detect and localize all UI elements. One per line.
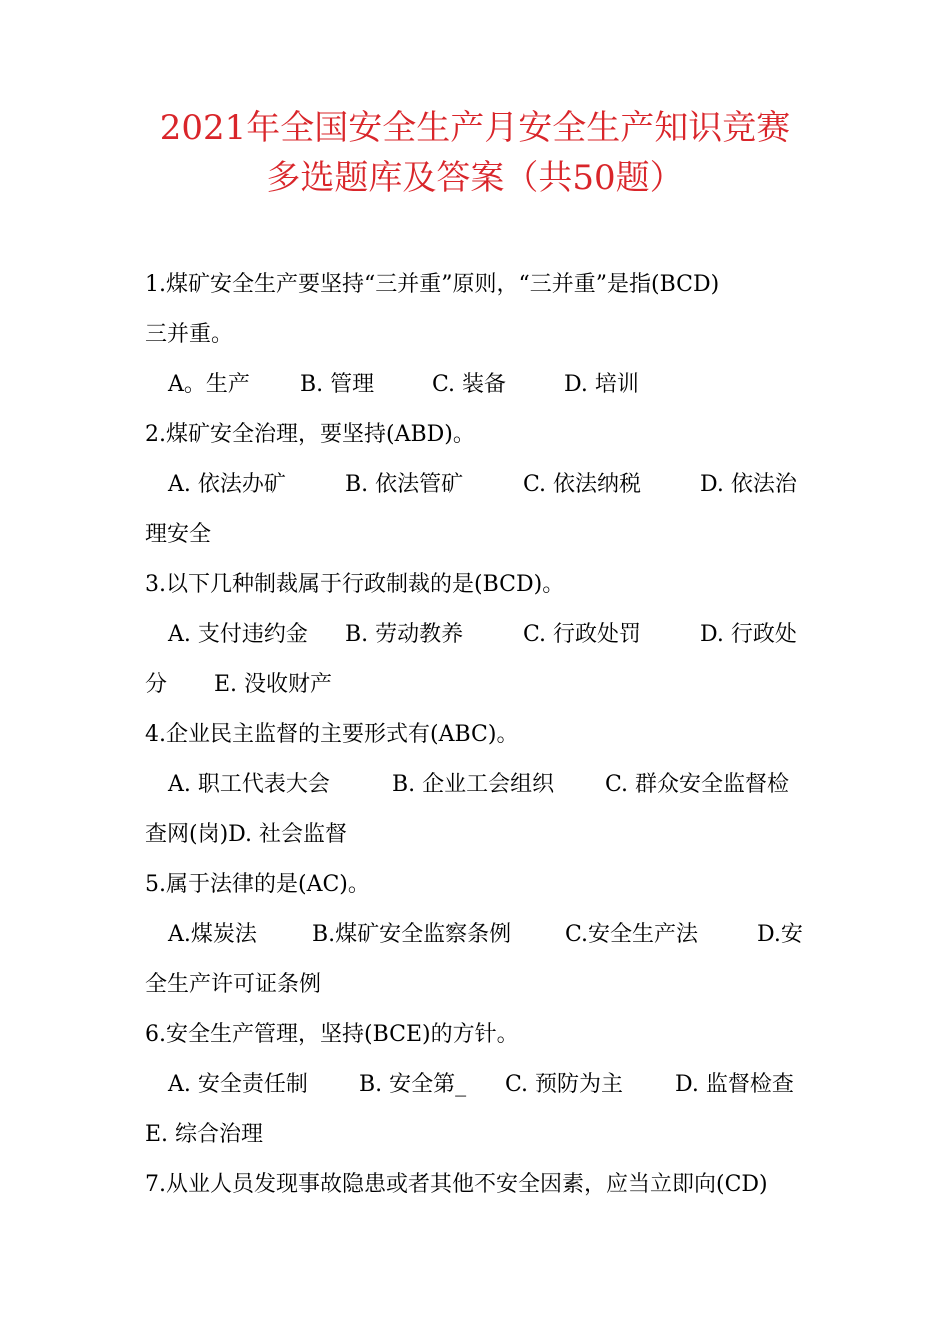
q5-option-d: D.安 <box>757 922 803 947</box>
q5-option-c: C.安全生产法 <box>565 922 699 947</box>
q2-option-d: D. 依法治 <box>700 472 797 497</box>
q2-option-b: B. 依法管矿 <box>345 472 464 497</box>
q6-option-b: B. 安全第_ <box>359 1072 467 1097</box>
q1-option-c: C. 装备 <box>432 372 507 397</box>
question-1-stem-cont: 三并重。 <box>145 322 234 347</box>
question-3-stem: 3.以下几种制裁属于行政制裁的是(BCD)。 <box>145 572 565 597</box>
q3-option-e: E. 没收财产 <box>214 672 333 697</box>
question-5-stem: 5.属于法律的是(AC)。 <box>145 872 370 897</box>
q5-option-b: B.煤矿安全监察条例 <box>312 922 512 947</box>
question-6-options <box>0 1070 950 1100</box>
question-5-options-wrap: 全生产许可证条例 <box>145 972 322 997</box>
q3-option-c: C. 行政处罚 <box>523 622 642 647</box>
q3-option-d: D. 行政处 <box>700 622 797 647</box>
question-6-option-e: E. 综合治理 <box>145 1122 264 1147</box>
question-4-options <box>0 770 950 800</box>
question-1-options <box>0 370 950 400</box>
q4-option-b: B. 企业工会组织 <box>392 772 555 797</box>
q5-option-a: A.煤炭法 <box>168 922 257 947</box>
q2-option-c: C. 依法纳税 <box>523 472 642 497</box>
q6-option-c: C. 预防为主 <box>505 1072 624 1097</box>
q1-option-b: B. 管理 <box>300 372 375 397</box>
question-6-stem: 6.安全生产管理，坚持(BCE)的方针。 <box>145 1022 519 1047</box>
q2-option-a: A. 依法办矿 <box>168 472 286 497</box>
question-2-options-wrap: 理安全 <box>145 522 212 547</box>
question-4-options-wrap: 查网(岗)D. 社会监督 <box>145 822 348 847</box>
document-title-line1: 2021年全国安全生产月安全生产知识竞赛 <box>159 108 791 148</box>
q4-option-c: C. 群众安全监督检 <box>605 772 790 797</box>
question-4-stem: 4.企业民主监督的主要形式有(ABC)。 <box>145 722 519 747</box>
q6-option-a: A. 安全责任制 <box>168 1072 308 1097</box>
question-7-stem: 7.从业人员发现事故隐患或者其他不安全因素，应当立即向(CD) <box>145 1172 768 1197</box>
q1-option-a: A。生产 <box>168 372 250 397</box>
question-5-options <box>0 920 950 950</box>
question-2-stem: 2.煤矿安全治理，要坚持(ABD)。 <box>145 422 475 447</box>
question-3-options-wrap <box>0 670 950 700</box>
q3-option-b: B. 劳动教养 <box>345 622 464 647</box>
document-title-line2: 多选题库及答案（共50题） <box>266 158 684 198</box>
question-2-options <box>0 470 950 500</box>
q3-option-d-cont: 分 <box>145 672 168 697</box>
question-1-stem: 1.煤矿安全生产要坚持“三并重”原则，“三并重”是指(BCD) <box>145 272 720 297</box>
q3-option-a: A. 支付违约金 <box>168 622 308 647</box>
q6-option-d: D. 监督检查 <box>675 1072 794 1097</box>
q1-option-d: D. 培训 <box>564 372 639 397</box>
q4-option-a: A. 职工代表大会 <box>168 772 330 797</box>
question-3-options <box>0 620 950 650</box>
